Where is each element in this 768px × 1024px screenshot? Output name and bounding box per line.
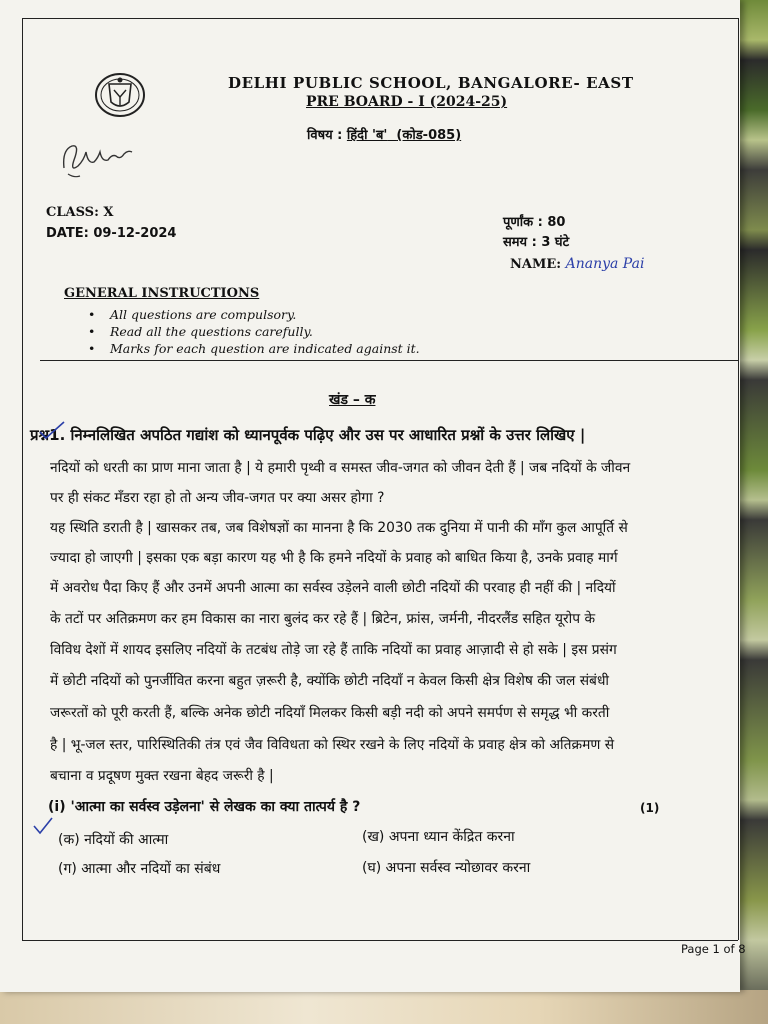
school-logo-icon: [92, 70, 148, 120]
date-line: [46, 226, 176, 241]
instructions-divider: [40, 360, 738, 361]
subquestion-marks: (1): [640, 801, 660, 815]
pen-tick-mark: [38, 420, 66, 440]
passage-line: जरूरतों को पूरी करती हैं, बल्कि अनेक छोटी नदियाँ मिलकर किसी बड़ी नदी को अपने समर्पण से समृद्ध भी करती: [50, 705, 610, 721]
instruction-item: • Marks for each question are indicated against it.: [88, 340, 420, 357]
date-value: 09-12-2024: [93, 226, 177, 241]
marks-value: 80: [547, 215, 566, 230]
option-ga: (ग) आत्मा और नदियों का संबंध: [58, 861, 221, 877]
subquestion-number: (i): [48, 799, 66, 815]
subject-code: (कोड-085): [396, 128, 462, 143]
passage-line: बचाना व प्रदूषण मुक्त रखना बेहद जरूरी है |: [50, 768, 274, 784]
frame-bottom: [22, 940, 738, 941]
marks-line: [503, 212, 565, 230]
subject-line: [307, 125, 461, 143]
time-line: [503, 232, 569, 250]
passage-line: ज्यादा हो जाएगी | इसका एक बड़ा कारण यह भी है कि हमने नदियों के प्रवाह को बाधित किया है, उनके प्रवाह मार्ग: [50, 550, 618, 566]
subject-label: विषय :: [307, 128, 343, 143]
time-label: समय :: [503, 235, 537, 250]
name-line: [510, 256, 644, 272]
question-text: 1. निम्नलिखित अपठित गद्यांश को ध्यानपूर्वक पढ़िए और उस पर आधारित प्रश्नों के उत्तर लिखिए |: [49, 426, 586, 444]
instruction-item: • All questions are compulsory.: [88, 306, 420, 323]
background-bottom-edge: [0, 990, 768, 1024]
student-name-handwritten: Ananya Pai: [565, 256, 645, 272]
passage-line: में छोटी नदियों को पुनर्जीवित करना बहुत ज़रूरी है, क्योंकि छोटी नदियाँ न केवल किसी क्षेत्र विशेष की जल संबंधी: [50, 673, 609, 689]
passage-line: पर ही संकट मँडरा रहा हो तो अन्य जीव-जगत पर क्या असर होगा ?: [50, 490, 385, 506]
passage-line: में अवरोध पैदा किए हैं और उनमें अपनी आत्मा का सर्वस्व उड़ेलने वाली छोटी नदियों की परवाह ही नहीं की | नदियों: [50, 580, 616, 596]
subquestion-text: 'आत्मा का सर्वस्व उड़ेलना' से लेखक का क्या तात्पर्य है ?: [70, 799, 361, 815]
instruction-item: • Read all the questions carefully.: [88, 323, 420, 340]
instructions-list: [88, 306, 420, 357]
passage-line: विविध देशों में शायद इसलिए नदियों के तटबंध तोड़े जा रहे हैं ताकि नदियों का प्रवाह आज़ादी से हो सके | इस प्रसंग: [50, 642, 617, 658]
question-prefix: प्रश्न: [30, 426, 50, 444]
frame-left: [22, 18, 23, 940]
signature-scribble: [58, 138, 138, 182]
frame-top: [22, 18, 738, 19]
option-kha: (ख) अपना ध्यान केंद्रित करना: [362, 829, 515, 845]
name-label: NAME:: [510, 257, 562, 272]
marks-label: पूर्णांक :: [503, 215, 543, 230]
option-gha: (घ) अपना सर्वस्व न्योछावर करना: [362, 860, 531, 876]
frame-right: [738, 18, 739, 940]
section-title: खंड – क: [329, 392, 376, 408]
subquestion-1: [48, 797, 360, 816]
exam-title: PRE BOARD - I (2024-25): [306, 94, 508, 110]
school-name: DELHI PUBLIC SCHOOL, BANGALORE- EAST: [228, 74, 634, 92]
time-value: 3 घंटे: [541, 235, 570, 250]
answer-tick-mark: [32, 816, 54, 836]
instructions-title: GENERAL INSTRUCTIONS: [64, 286, 260, 301]
option-ka: (क) नदियों की आत्मा: [58, 832, 169, 848]
page-number: Page 1 of 8: [681, 942, 746, 956]
date-label: DATE:: [46, 226, 89, 241]
passage-line: है | भू-जल स्तर, पारिस्थितिकी तंत्र एवं जैव विविधता को स्थिर रखने के लिए नदियों के प्रवाह क्षेत्र को अतिक्रमण से: [50, 737, 615, 753]
subject-value: हिंदी 'ब': [346, 128, 388, 143]
question-1: [30, 425, 585, 445]
class-label: CLASS: X: [46, 205, 114, 220]
passage-line: नदियों को धरती का प्राण माना जाता है | ये हमारी पृथ्वी व समस्त जीव-जगत को जीवन देती हैं | जब नदियों के जीवन: [50, 460, 631, 476]
passage-line: यह स्थिति डराती है | खासकर तब, जब विशेषज्ञों का मानना है कि 2030 तक दुनिया में पानी की माँग कुल आपूर्ति से: [50, 520, 628, 536]
passage-line: के तटों पर अतिक्रमण कर हम विकास का नारा बुलंद कर रहे हैं | ब्रिटेन, फ्रांस, जर्मनी, नीदरलैंड सहित यूरोप के: [50, 611, 596, 627]
